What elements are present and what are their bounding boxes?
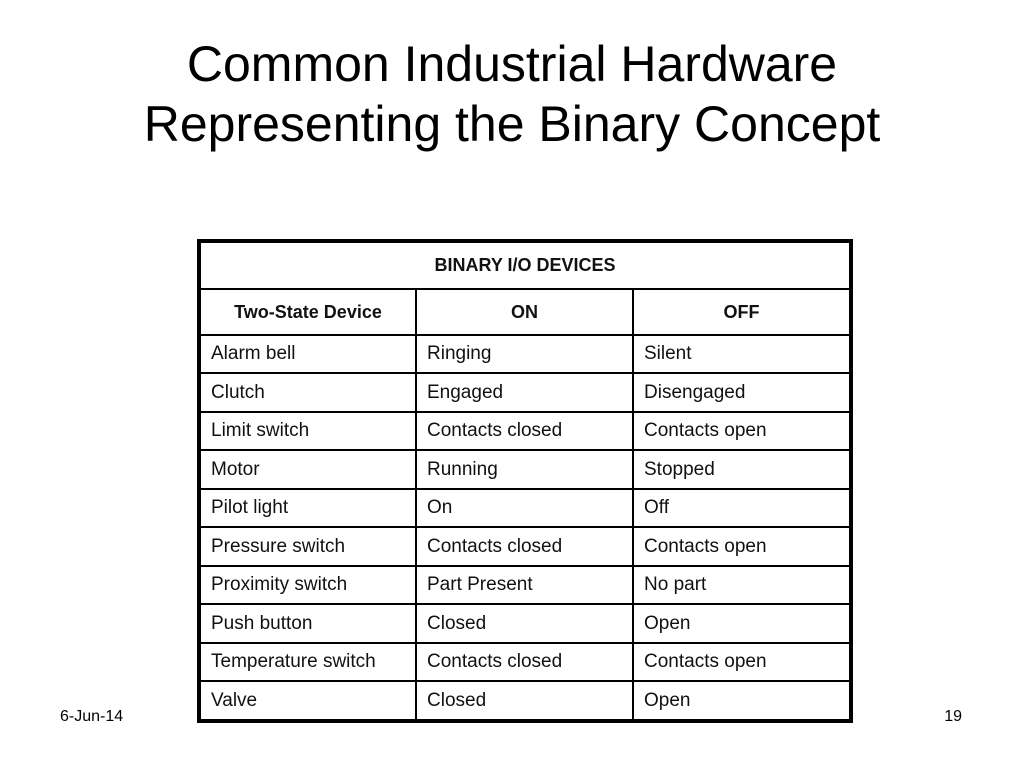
- page-number: 19: [944, 708, 962, 725]
- off-state-cell: Contacts open: [633, 412, 851, 450]
- table-caption: BINARY I/O DEVICES: [199, 241, 851, 289]
- on-state-cell: Running: [416, 450, 633, 488]
- header-on: ON: [416, 289, 633, 335]
- table-row: [199, 604, 851, 642]
- device-cell: Pressure switch: [199, 527, 416, 565]
- off-state-cell: Contacts open: [633, 527, 851, 565]
- table-caption-row: [199, 241, 851, 289]
- slide-title: [0, 34, 1024, 154]
- on-state-cell: On: [416, 489, 633, 527]
- off-state-cell: Disengaged: [633, 373, 851, 411]
- off-state-cell: Silent: [633, 335, 851, 373]
- on-state-cell: Contacts closed: [416, 643, 633, 681]
- off-state-cell: No part: [633, 566, 851, 604]
- table-row: [199, 373, 851, 411]
- slide-title-line-2: Representing the Binary Concept: [143, 96, 881, 152]
- header-two-state-device: Two-State Device: [199, 289, 416, 335]
- off-state-cell: Open: [633, 604, 851, 642]
- off-state-cell: Open: [633, 681, 851, 721]
- on-state-cell: Part Present: [416, 566, 633, 604]
- table-row: [199, 566, 851, 604]
- device-cell: Temperature switch: [199, 643, 416, 681]
- device-cell: Alarm bell: [199, 335, 416, 373]
- off-state-cell: Stopped: [633, 450, 851, 488]
- table-row: [199, 681, 851, 721]
- device-cell: Limit switch: [199, 412, 416, 450]
- binary-io-devices-table: [197, 239, 853, 723]
- device-cell: Motor: [199, 450, 416, 488]
- device-cell: Pilot light: [199, 489, 416, 527]
- on-state-cell: Engaged: [416, 373, 633, 411]
- off-state-cell: Off: [633, 489, 851, 527]
- slide-title-line-1: Common Industrial Hardware: [186, 36, 838, 92]
- on-state-cell: Contacts closed: [416, 412, 633, 450]
- on-state-cell: Closed: [416, 681, 633, 721]
- table-row: [199, 643, 851, 681]
- device-cell: Push button: [199, 604, 416, 642]
- on-state-cell: Closed: [416, 604, 633, 642]
- table-row: [199, 450, 851, 488]
- on-state-cell: Ringing: [416, 335, 633, 373]
- device-cell: Proximity switch: [199, 566, 416, 604]
- on-state-cell: Contacts closed: [416, 527, 633, 565]
- table-row: [199, 527, 851, 565]
- table-row: [199, 412, 851, 450]
- off-state-cell: Contacts open: [633, 643, 851, 681]
- device-cell: Clutch: [199, 373, 416, 411]
- footer-date: 6-Jun-14: [60, 708, 124, 725]
- table-header-row: [199, 289, 851, 335]
- device-cell: Valve: [199, 681, 416, 721]
- table-row: [199, 335, 851, 373]
- header-off: OFF: [633, 289, 851, 335]
- table-row: [199, 489, 851, 527]
